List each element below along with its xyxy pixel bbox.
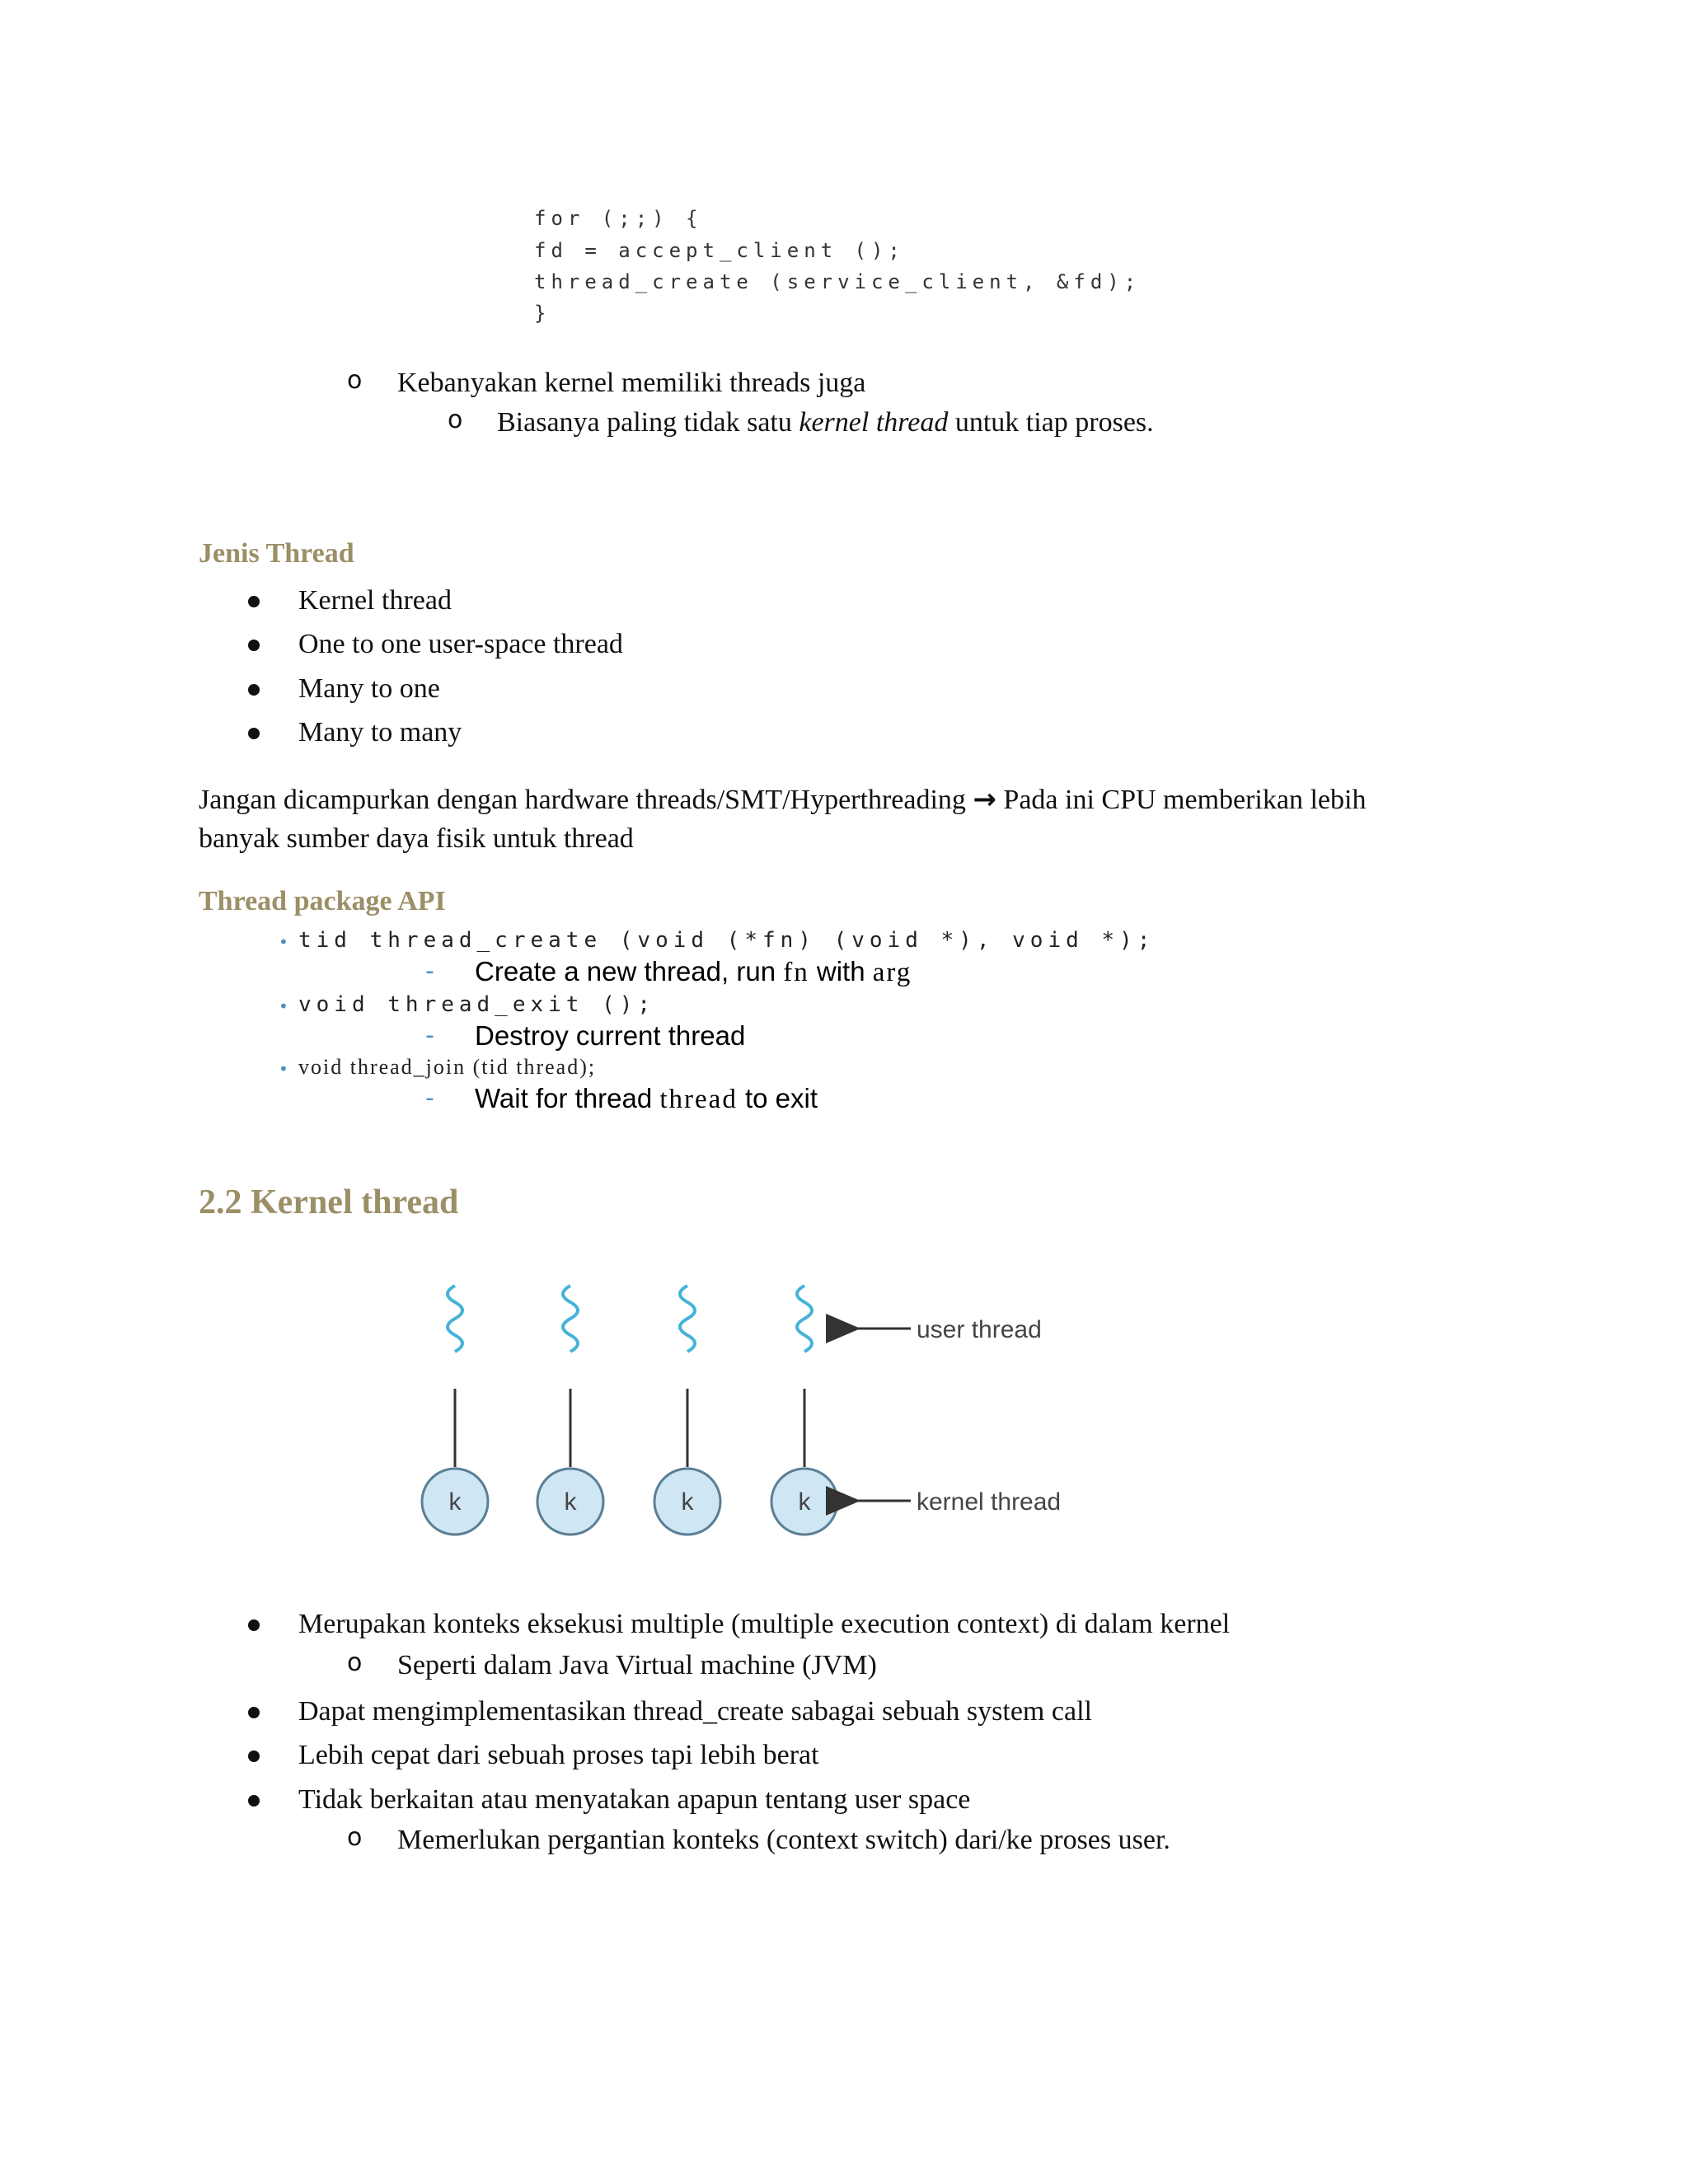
list-item: Kernel thread xyxy=(298,585,452,616)
list-item-text: Biasanya paling tidak satu xyxy=(497,407,799,438)
api-description-text: Create a new thread, run xyxy=(475,956,784,987)
paragraph-line xyxy=(199,780,1366,820)
api-description-text: Wait for thread xyxy=(475,1083,660,1113)
api-description xyxy=(475,956,912,988)
bullet-o: o xyxy=(347,1823,363,1852)
section-heading: Jenis Thread xyxy=(199,538,354,569)
dash-marker: - xyxy=(425,957,434,986)
api-signature: tid thread_create (void (*fn) (void *), void *); xyxy=(298,928,1156,953)
thread-column xyxy=(654,1286,720,1535)
bullet-o: o xyxy=(347,1648,363,1677)
bullet-dot xyxy=(248,728,260,739)
code-line: for (;;) { xyxy=(534,207,703,230)
list-item: Lebih cepat dari sebuah proses tapi lebih berat xyxy=(298,1740,819,1770)
bullet-dot: • xyxy=(279,1059,288,1079)
list-item xyxy=(497,403,1154,443)
user-thread-wave xyxy=(563,1286,578,1352)
user-thread-wave xyxy=(797,1286,812,1352)
bullet-o: o xyxy=(347,366,363,395)
api-description xyxy=(475,1083,818,1115)
bullet-o: o xyxy=(448,405,463,434)
thread-column xyxy=(422,1286,488,1535)
bullet-dot xyxy=(248,596,260,607)
api-description: Destroy current thread xyxy=(475,1020,746,1051)
bullet-dot xyxy=(248,1619,260,1631)
api-description-text: with xyxy=(809,956,873,987)
kernel-node-letter: k xyxy=(448,1488,462,1516)
bullet-dot xyxy=(248,1707,260,1718)
bullet-dot xyxy=(248,684,260,696)
arrow-icon: → xyxy=(973,783,996,816)
list-item: Seperti dalam Java Virtual machine (JVM) xyxy=(397,1650,877,1680)
user-thread-label: user thread xyxy=(917,1316,1042,1343)
code-line: thread_create (service_client, &fd); xyxy=(534,270,1142,293)
list-item: One to one user-space thread xyxy=(298,629,623,659)
api-description-text: to exit xyxy=(737,1083,818,1113)
api-signature: void thread_exit (); xyxy=(298,992,656,1017)
bullet-dot xyxy=(248,640,260,651)
kernel-node-letter: k xyxy=(681,1488,694,1516)
inline-code: thread xyxy=(659,1085,738,1114)
inline-code: arg xyxy=(872,958,912,987)
list-item: Merupakan konteks eksekusi multiple (multiple execution context) di dalam kernel xyxy=(298,1609,1231,1639)
list-item: Tidak berkaitan atau menyatakan apapun tentang user space xyxy=(298,1784,971,1815)
user-thread-wave xyxy=(448,1286,462,1352)
bullet-dot: • xyxy=(279,996,288,1016)
list-item: Memerlukan pergantian konteks (context switch) dari/ke proses user. xyxy=(397,1825,1170,1855)
section-heading: Thread package API xyxy=(199,886,446,916)
api-signature: void thread_join (tid thread); xyxy=(298,1055,597,1079)
code-line: } xyxy=(534,302,551,325)
list-item: Kebanyakan kernel memiliki threads juga xyxy=(397,368,866,398)
paragraph-line: banyak sumber daya fisik untuk thread xyxy=(199,823,634,854)
code-line: fd = accept_client (); xyxy=(534,239,905,262)
list-item: Many to many xyxy=(298,717,462,748)
italic-term: kernel thread xyxy=(799,407,949,438)
bullet-dot xyxy=(248,1795,260,1807)
bullet-dot xyxy=(248,1750,260,1762)
list-item: Many to one xyxy=(298,673,440,704)
section-heading: 2.2 Kernel thread xyxy=(199,1183,459,1221)
kernel-node-letter: k xyxy=(564,1488,577,1516)
thread-column xyxy=(537,1286,603,1535)
user-thread-wave xyxy=(680,1286,695,1352)
bullet-dot: • xyxy=(279,932,288,952)
paragraph-text: Jangan dicampurkan dengan hardware threads/SMT/Hyperthreading xyxy=(199,785,966,815)
dash-marker: - xyxy=(425,1084,434,1113)
list-item: Dapat mengimplementasikan thread_create sabagai sebuah system call xyxy=(298,1696,1092,1727)
kernel-thread-diagram xyxy=(404,1269,1080,1549)
thread-column xyxy=(771,1286,837,1535)
kernel-thread-label: kernel thread xyxy=(917,1488,1062,1516)
dash-marker: - xyxy=(425,1021,434,1050)
kernel-node-letter: k xyxy=(798,1488,811,1516)
paragraph-text: Pada ini CPU memberikan lebih xyxy=(996,785,1367,815)
list-item-text: untuk tiap proses. xyxy=(948,407,1154,438)
inline-code: fn xyxy=(783,958,809,987)
